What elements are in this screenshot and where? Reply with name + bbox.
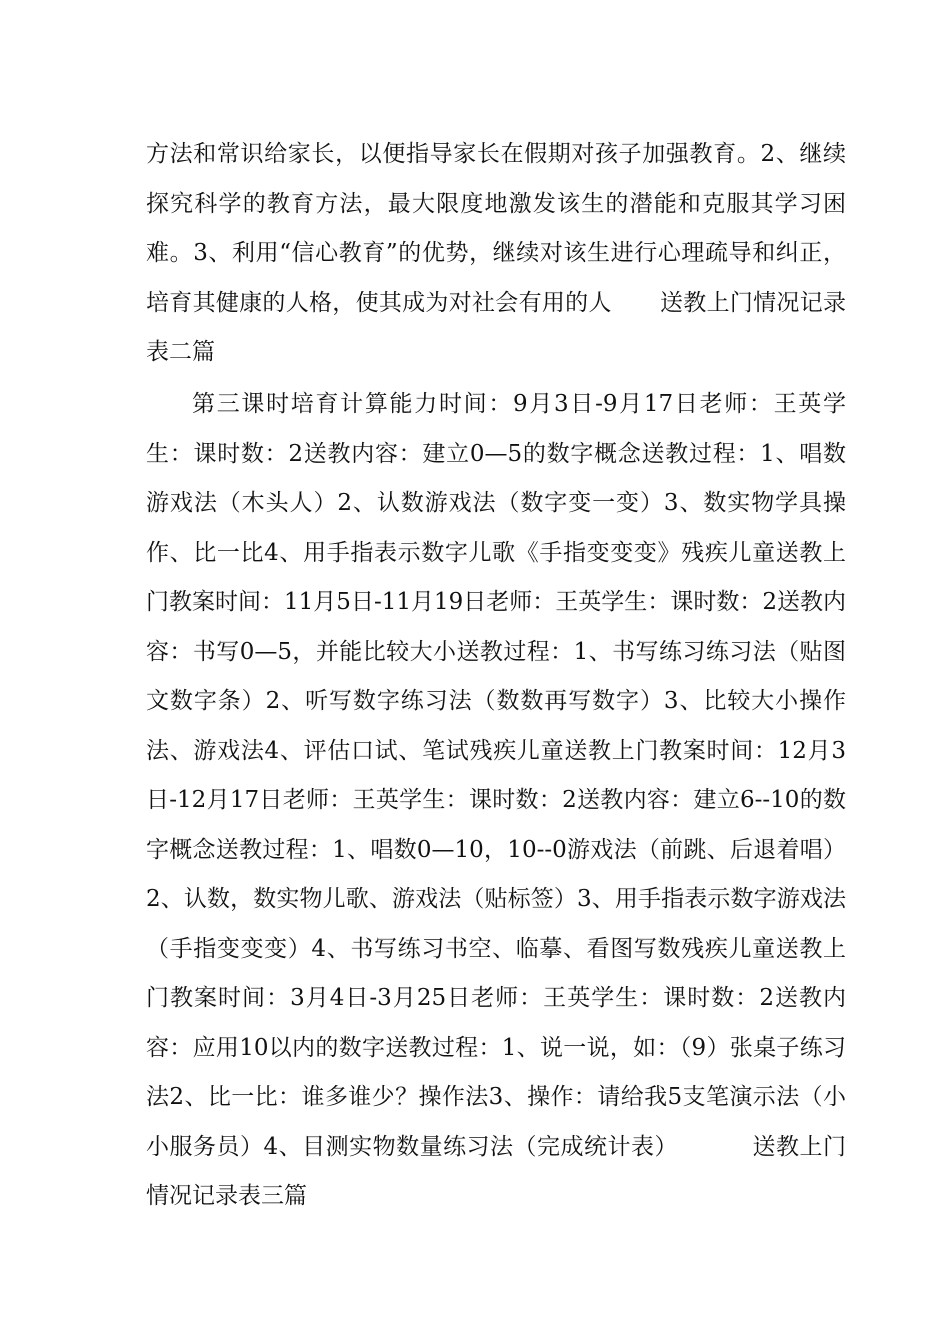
paragraph-1-text: 方法和常识给家长，以便指导家长在假期对孩子加强教育。2、继续探究科学的教育方法，最大限度地激发该生的潜能和克服其学习困难。3、利用“信心教育”的优势，继续对该生进行心理疏导和纠正，培育其健康的人格，使其成为对社会有用的人 (146, 141, 846, 316)
paragraph-2-text: 第三课时培育计算能力时间：9月3日-9月17日老师：王英学生：课时数：2送教内容：建立0—5的数字概念送教过程：1、唱数游戏法（木头人）2、认数游戏法（数字变一变）3、数实物学具操作、比一比4、用手指表示数字儿歌《手指变变变》残疾儿童送教上门教案时间：11月5日-11月19日老师：王英学生：课时数：2送教内容：书写0—5，并能比较大小送教过程：1、书写练习练习法（贴图文数字条）2、听写数字练习法（数数再写数字）3、比较大小操作法、游戏法4、评估口试、笔试残疾儿童送教上门教案时间：12月3日-12月17日老师：王英学生：课时数：2送教内容：建立6--10的数字概念送教过程：1、唱数0—10，10--0游戏法（前跳、后退着唱）2、认数，数实物儿歌、游戏法（贴标签）3、用手指表示数字游戏法（手指变变变）4、书写练习书空、临摹、看图写数残疾儿童送教上门教案时间：3月4日-3月25日老师：王英学生：课时数：2送教内容：应用10以内的数字送教过程：1、说一说，如：（9）张桌子练习法2、比一比：谁多谁少？操作法3、操作：请给我5支笔演示法（小小服务员）4、目测实物数量练习法（完成统计表） (146, 391, 846, 1160)
paragraph-1 (146, 130, 846, 378)
paragraph-2 (146, 380, 846, 1222)
section-title-3: 送教上门情况记录表三篇 (146, 1133, 846, 1209)
section-title-2: 送教上门情况记录表二篇 (146, 289, 847, 365)
